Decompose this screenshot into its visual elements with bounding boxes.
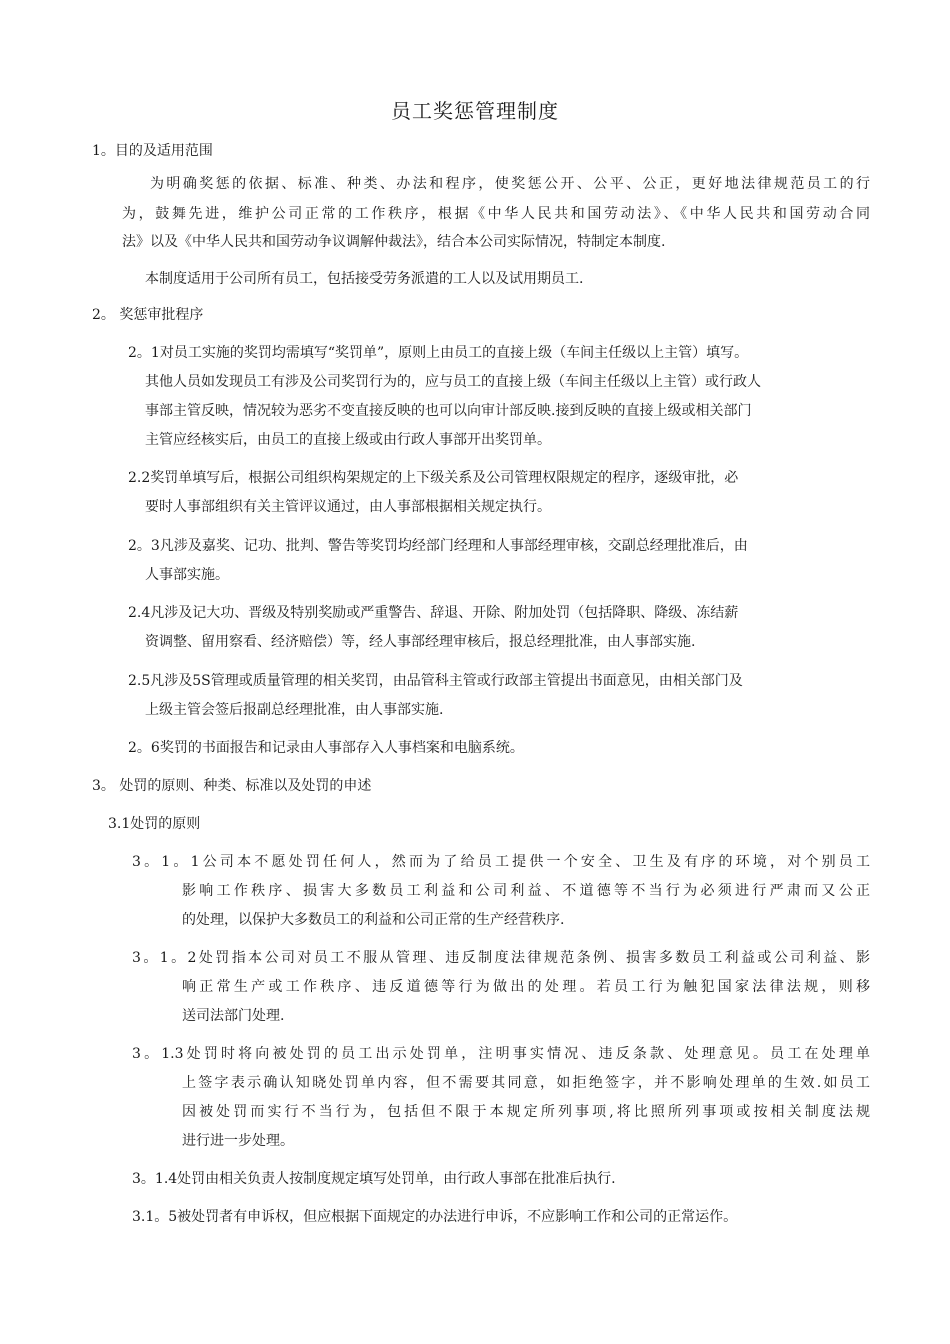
paragraph-line: 为明确奖惩的依据、标准、种类、办法和程序，使奖惩公开、公平、公正，更好地法律规范员工的行 [150, 176, 870, 192]
clause-3-1-5: 3.1。5被处罚者有申诉权，但应根据下面规定的办法进行申诉，不应影响工作和公司的正常运作。 [132, 1209, 738, 1225]
clause-3-1-2: 3。1。2处罚指本公司对员工不服从管理、违反制度法律规范条例、损害多数员工利益或公司利益、影 [132, 950, 870, 966]
paragraph-line: 主管应经核实后，由员工的直接上级或由行政人事部开出奖罚单。 [145, 432, 551, 448]
clause-2-2: 2.2奖罚单填写后，根据公司组织构架规定的上下级关系及公司管理权限规定的程序，逐级审批，必 [128, 470, 739, 486]
paragraph-line: 上签字表示确认知晓处罚单内容，但不需要其同意，如拒绝签字，并不影响处理单的生效.如员工 [182, 1075, 870, 1091]
paragraph-line: 法》以及《中华人民共和国劳动争议调解仲裁法》，结合本公司实际情况，特制定本制度. [122, 234, 666, 250]
paragraph-line: 因被处罚而实行不当行为，包括但不限于本规定所列事项,将比照所列事项或按相关制度法规 [182, 1104, 870, 1120]
clause-2-5: 2.5凡涉及5S管理或质量管理的相关奖罚，由品管科主管或行政部主管提出书面意见，由相关部门及 [128, 673, 743, 689]
paragraph-line: 其他人员如发现员工有涉及公司奖罚行为的，应与员工的直接上级（车间主任级以上主管）或行政人 [145, 374, 761, 390]
paragraph-line: 响正常生产或工作秩序、违反道德等行为做出的处理。若员工行为触犯国家法律法规，则移 [182, 979, 870, 995]
paragraph-line: 进行进一步处理。 [182, 1133, 294, 1149]
document-title: 员工奖惩管理制度 [391, 99, 559, 123]
clause-3-1-3: 3。1.3处罚时将向被处罚的员工出示处罚单，注明事实情况、违反条款、处理意见。员工在处理单 [132, 1046, 870, 1062]
clause-2-6: 2。6奖罚的书面报告和记录由人事部存入人事档案和电脑系统。 [128, 740, 524, 756]
clause-2-1: 2。1对员工实施的奖罚均需填写“奖罚单”，原则上由员工的直接上级（车间主任级以上主管）填写。 [128, 345, 749, 361]
paragraph-line: 上级主管会签后报副总经理批准，由人事部实施. [145, 702, 444, 718]
subsection-3-1-heading: 3.1处罚的原则 [108, 816, 201, 832]
section-3-heading: 3。 处罚的原则、种类、标准以及处罚的申述 [92, 778, 372, 794]
paragraph-line: 本制度适用于公司所有员工，包括接受劳务派遣的工人以及试用期员工. [145, 271, 584, 287]
paragraph-line: 事部主管反映，情况较为恶劣不变直接反映的也可以向审计部反映.接到反映的直接上级或相关部门 [145, 403, 752, 419]
paragraph-line: 为，鼓舞先进，维护公司正常的工作秩序，根据《中华人民共和国劳动法》、《中华人民共和国劳动合同 [122, 206, 870, 222]
section-2-heading: 2。 奖惩审批程序 [92, 307, 204, 323]
paragraph-line: 的处理，以保护大多数员工的利益和公司正常的生产经营秩序. [182, 912, 565, 928]
paragraph-line: 人事部实施。 [145, 567, 229, 583]
section-1-heading: 1。目的及适用范围 [92, 143, 213, 159]
paragraph-line: 资调整、留用察看、经济赔偿）等，经人事部经理审核后，报总经理批准，由人事部实施. [145, 634, 696, 650]
clause-3-1-4: 3。1.4处罚由相关负责人按制度规定填写处罚单，由行政人事部在批准后执行. [132, 1171, 616, 1187]
clause-2-3: 2。3凡涉及嘉奖、记功、批判、警告等奖罚均经部门经理和人事部经理审核，交副总经理批准后，由 [128, 538, 748, 554]
clause-2-4: 2.4凡涉及记大功、晋级及特别奖励或严重警告、辞退、开除、附加处罚（包括降职、降级、冻结薪 [128, 605, 739, 621]
paragraph-line: 送司法部门处理. [182, 1008, 285, 1024]
paragraph-line: 要时人事部组织有关主管评议通过，由人事部根据相关规定执行。 [145, 499, 551, 515]
clause-3-1-1: 3。1。1公司本不愿处罚任何人，然而为了给员工提供一个安全、卫生及有序的环境，对个别员工 [132, 854, 870, 870]
paragraph-line: 影响工作秩序、损害大多数员工利益和公司利益、不道德等不当行为必须进行严肃而又公正 [182, 883, 870, 899]
